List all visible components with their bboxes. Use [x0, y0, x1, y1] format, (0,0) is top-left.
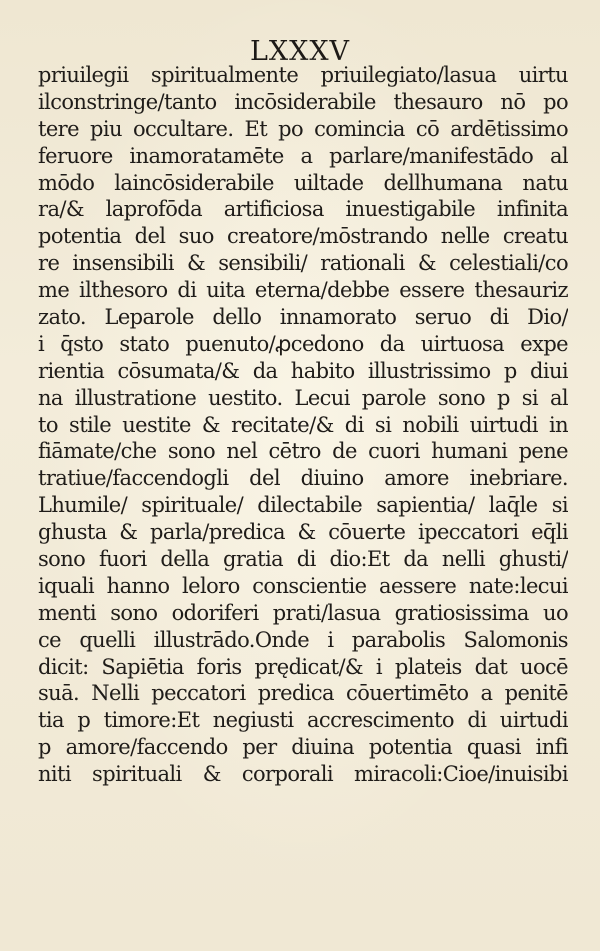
- text-line: feruore inamoratamēte a parlare/manifestādo al: [38, 143, 568, 168]
- text-line: to stile uestite & recitate/& di si nobili uirtudi in: [38, 412, 568, 437]
- text-line: i q̄sto stato puenuto/ꝓcedono da uirtuosa expe: [38, 331, 568, 356]
- text-line: menti sono odoriferi prati/lasua gratiosissima uo: [38, 600, 568, 625]
- text-line: mōdo laincōsiderabile uiltade dellhumana natu: [38, 170, 568, 195]
- text-line: priuilegii spiritualmente priuilegiato/lasua uirtu: [38, 63, 568, 87]
- text-line: ghusta & parla/predica & cōuerte ipeccatori eq̄li: [38, 520, 568, 545]
- text-line: iquali hanno leloro conscientie aessere nate:lecui: [38, 573, 568, 598]
- text-line: suā. Nelli peccatori predica cōuertimēto a penitē: [38, 681, 568, 706]
- text-line: me ilthesoro di uita eterna/debbe essere thesauriz: [38, 278, 568, 303]
- text-line: fiāmate/che sono nel cētro de cuori humani pene: [38, 439, 568, 464]
- text-line: niti spirituali & corporali miracoli:Cioe/inuisibi: [38, 762, 568, 787]
- text-line: na illustratione uestito. Lecui parole sono p si al: [38, 385, 568, 410]
- text-line: tia p timore:Et negiusti accrescimento di uirtudi: [38, 708, 568, 733]
- text-line: Lhumile/ spirituale/ dilectabile sapientia/ laq̄le si: [38, 493, 568, 518]
- text-line: potentia del suo creatore/mōstrando nelle creatu: [38, 224, 568, 249]
- text-line: p amore/faccendo per diuina potentia quasi infi: [38, 735, 568, 760]
- body-text: [38, 62, 568, 788]
- text-line: dicit: Sapiētia foris prędicat/& i plateis dat uocē: [38, 654, 568, 679]
- text-line: ilconstringe/tanto incōsiderabile thesauro nō po: [38, 89, 568, 114]
- folio-number: LXXXV: [249, 36, 351, 67]
- text-line: zato. Leparole dello innamorato seruo di Dio/: [38, 305, 568, 330]
- text-line: re insensibili & sensibili/ rationali & celestiali/co: [38, 251, 568, 276]
- text-line: ra/& laprofōda artificiosa inuestigabile infinita: [38, 197, 568, 222]
- text-line: tratiue/faccendogli del diuino amore inebriare.: [38, 466, 568, 491]
- text-line: ce quelli illustrādo.Onde i parabolis Salomonis: [38, 627, 568, 652]
- text-line: rientia cōsumata/& da habito illustrissimo p diui: [38, 358, 568, 383]
- text-line: tere piu occultare. Et po comincia cō ardētissimo: [38, 116, 568, 141]
- text-line: sono fuori della gratia di dio:Et da nelli ghusti/: [38, 547, 568, 572]
